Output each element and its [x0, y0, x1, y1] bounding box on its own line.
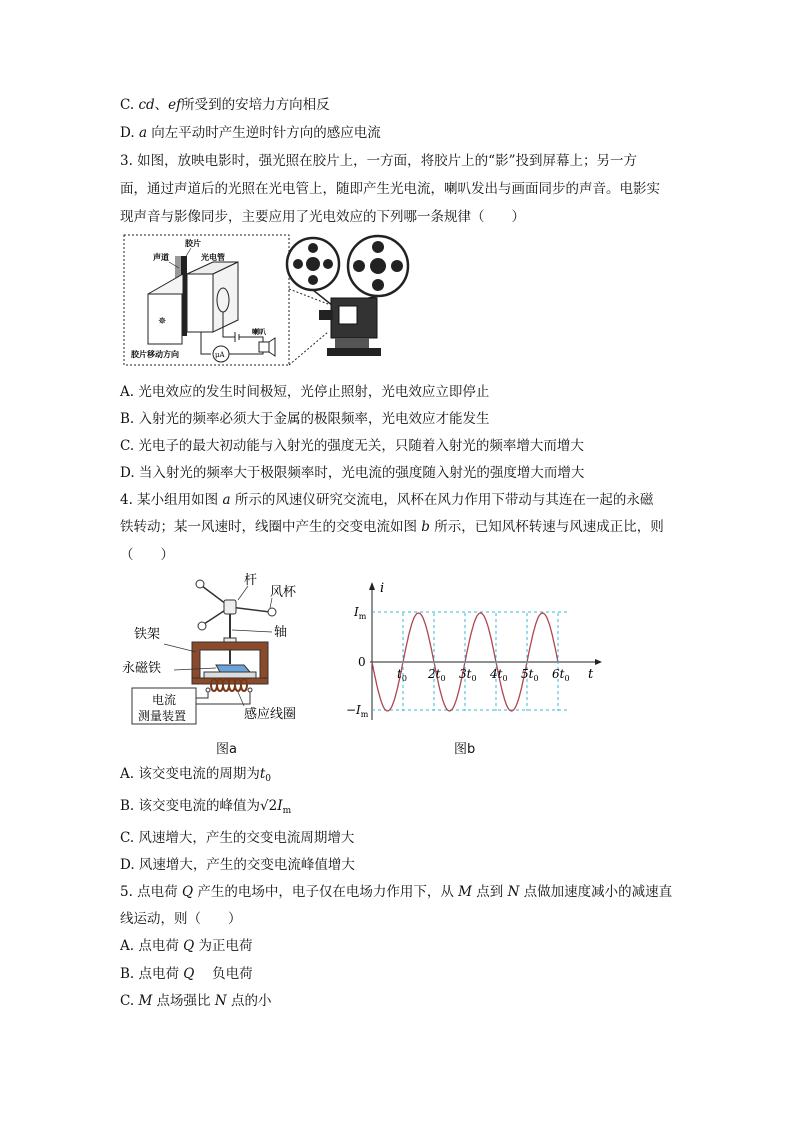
q4-option-c: C. 风速增大，产生的交变电流周期增大	[120, 830, 355, 846]
q4-option-a: A. 该交变电流的周期为$t_0$	[120, 766, 272, 784]
label-shaft: 轴	[274, 625, 288, 640]
label-speaker: 喇叭	[252, 327, 266, 336]
caption-fig-a: 图a	[216, 742, 237, 757]
label-device-2: 测量装置	[138, 709, 187, 723]
q2-option-d: D. a 向左平动时产生逆时针方向的感应电流	[120, 125, 381, 141]
q5-stem-line1: 5. 点电荷 Q 产生的电场中，电子仅在电场力作用下，从 M 点到 N 点做加速度减小的减速直	[120, 884, 673, 900]
origin-label: 0	[358, 655, 366, 669]
label-rod: 杆	[244, 573, 258, 588]
anemometer-figure	[120, 572, 320, 732]
peak-label: $I_m$	[354, 605, 367, 621]
q4-stem-line2: 铁转动；某一风速时，线圈中产生的交变电流如图 b 所示，已知风杯转速与风速成正比，则	[120, 519, 664, 535]
q3-option-a: A. 光电效应的发生时间极短，光停止照射，光电效应立即停止	[120, 384, 490, 400]
x-tick-label: $6t_0$	[552, 667, 570, 683]
q4-option-d: D. 风速增大，产生的交变电流峰值增大	[120, 857, 355, 873]
y-axis-label: i	[380, 581, 385, 596]
q5-option-c: C. M 点场强比 N 点的小	[120, 993, 272, 1009]
x-tick-label: $t_0$	[397, 667, 407, 683]
cup-icon	[198, 622, 206, 630]
label-track: 声道	[153, 252, 169, 262]
magnet	[216, 665, 250, 672]
label-cup: 风杯	[270, 585, 297, 600]
caption-fig-b: 图b	[454, 742, 476, 757]
q3-option-b: B. 入射光的频率必须大于金属的极限频率，光电效应才能发生	[120, 411, 490, 427]
q5-option-a: A. 点电荷 Q 为正电荷	[120, 938, 253, 954]
projector-figure	[123, 234, 423, 374]
q3-stem-line2: 面，通过声道后的光照在光电管上，随即产生光电流，喇叭发出与画面同步的声音。电影实	[120, 181, 660, 197]
cup-icon	[196, 580, 204, 588]
svg-text:✵: ✵	[158, 316, 167, 327]
q3-stem-line1: 3. 如图，放映电影时，强光照在胶片上，一方面，将胶片上的“影”投到屏幕上；另一方	[120, 153, 637, 169]
current-chart	[340, 580, 610, 730]
q3-option-c: C. 光电子的最大初动能与入射光的强度无关，只随着入射光的频率增大而增大	[120, 438, 584, 454]
x-tick-label: $3t_0$	[459, 667, 477, 683]
q2-option-c: C. cd、ef所受到的安培力方向相反	[120, 97, 330, 113]
label-magnet: 永磁铁	[122, 661, 162, 676]
speaker	[259, 342, 269, 352]
coil	[211, 679, 247, 691]
x-tick-label: $2t_0$	[428, 667, 446, 683]
q4-stem-line3: （ ）	[120, 547, 174, 563]
q5-stem-line2: 线运动，则（ ）	[120, 911, 242, 927]
label-direction: 胶片移动方向	[131, 349, 179, 359]
q4-option-b: B. 该交变电流的峰值为$√2I_m$	[120, 798, 292, 816]
label-meter: μA	[215, 351, 225, 359]
q3-option-d: D. 当入射光的频率大于极限频率时，光电流的强度随入射光的强度增大而增大	[120, 465, 585, 481]
phototube-box	[187, 274, 213, 332]
label-coil: 感应线圈	[244, 707, 297, 722]
x-tick-label: $4t_0$	[490, 667, 508, 683]
trough-label: $-I_m$	[346, 703, 369, 719]
projector-machine	[287, 236, 408, 356]
label-frame: 铁架	[134, 627, 161, 642]
q4-stem-line1: 4. 某小组用如图 a 所示的风速仪研究交流电，风杯在风力作用下带动与其连在一起的永磁	[120, 492, 654, 508]
label-phototube: 光电管	[201, 252, 225, 262]
label-film: 胶片	[185, 238, 201, 248]
q3-stem-line3: 现声音与影像同步，主要应用了光电效应的下列哪一条规律（ ）	[120, 209, 525, 225]
x-tick-label: $5t_0$	[521, 667, 539, 683]
label-device-1: 电流	[152, 693, 177, 707]
cup-icon	[268, 608, 276, 616]
x-axis-label: t	[588, 667, 594, 682]
q5-option-b: B. 点电荷 Q 负电荷	[120, 966, 253, 982]
